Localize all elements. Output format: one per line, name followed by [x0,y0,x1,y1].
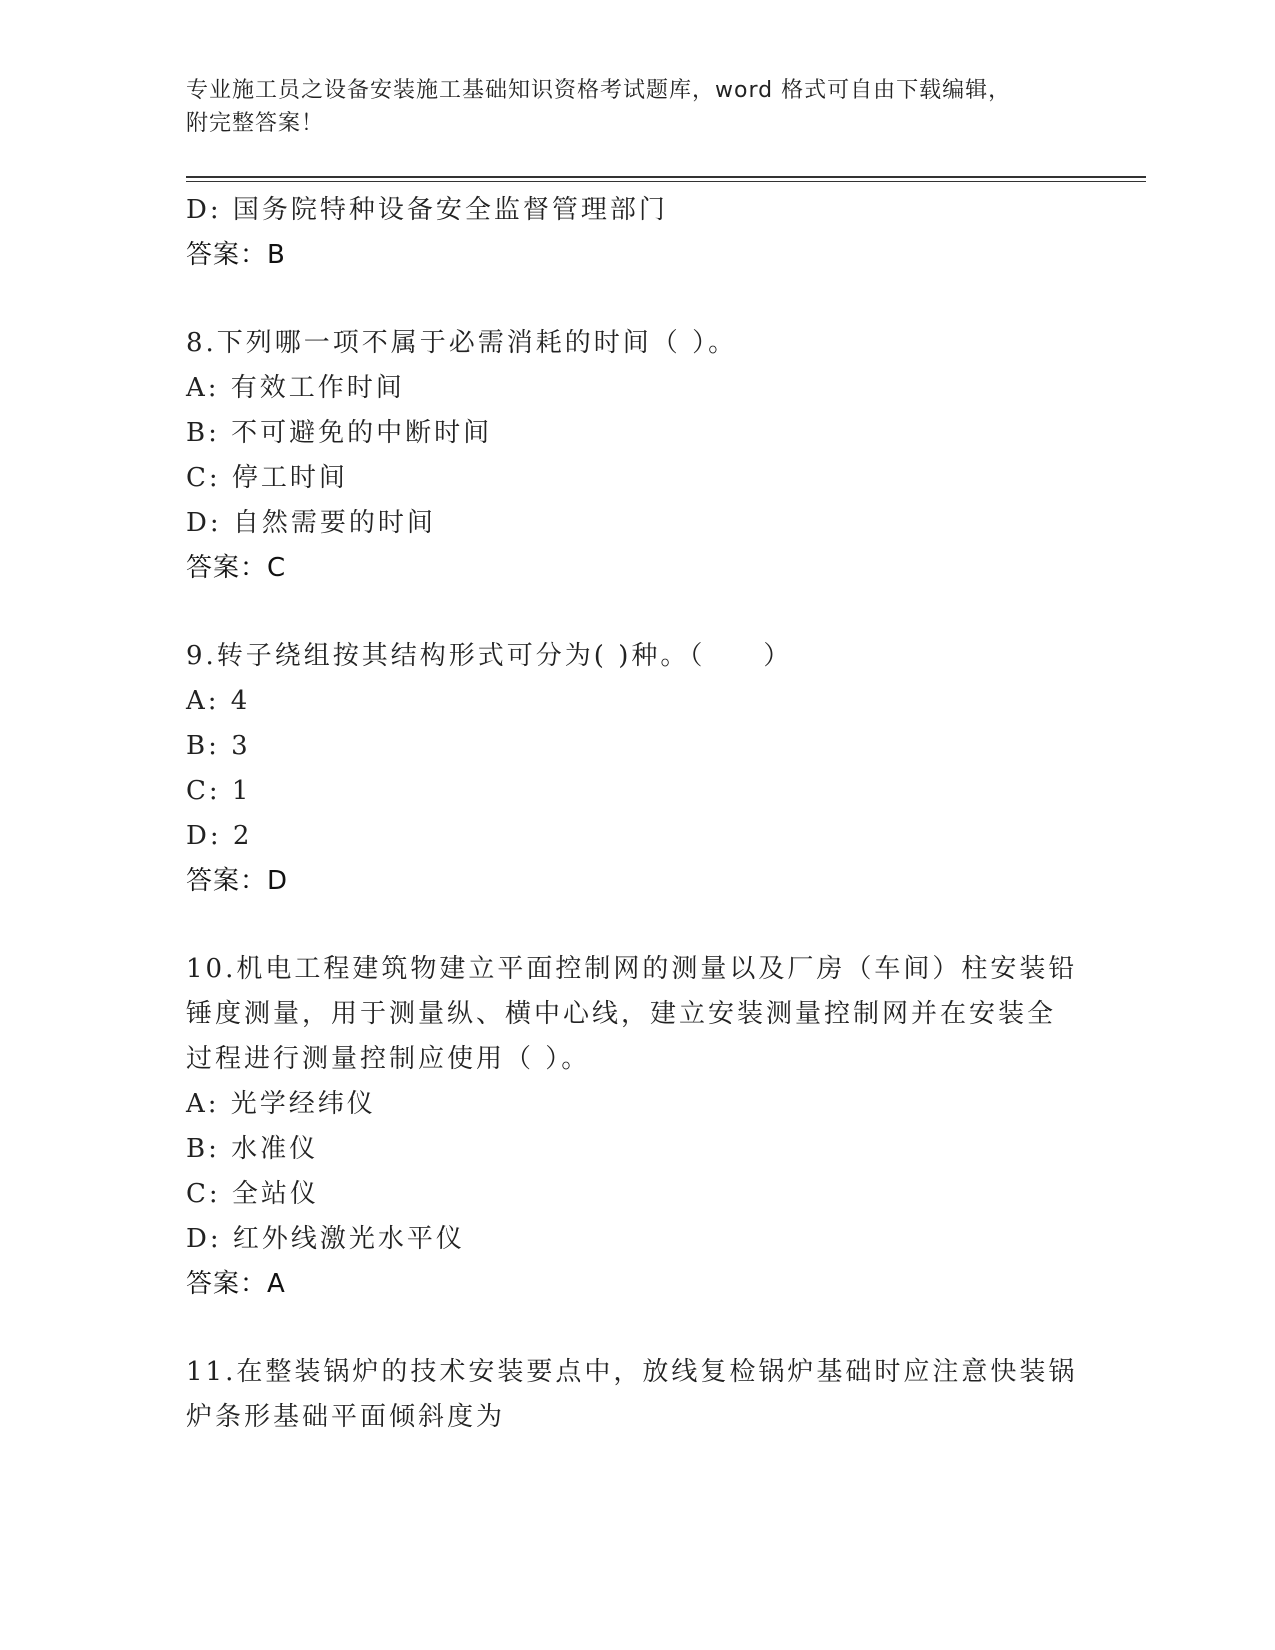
q8-option-d: D: 自然需要的时间 [186,508,436,538]
q11-question-line-1: 11.在整装锅炉的技术安装要点中，放线复检锅炉基础时应注意快装锅 [186,1357,1078,1387]
q8-question: 8.下列哪一项不属于必需消耗的时间（ ）。 [186,328,738,358]
q9-option-a: A: 4 [186,686,251,716]
prev-option-d: D: 国务院特种设备安全监督管理部门 [186,195,668,225]
q10-option-c: C: 全站仪 [186,1179,319,1209]
q11-question-line-2: 炉条形基础平面倾斜度为 [186,1402,506,1432]
q8-option-c: C: 停工时间 [186,463,348,493]
header-line-1: 专业施工员之设备安装施工基础知识资格考试题库，word 格式可自由下载编辑， [186,78,1012,103]
q10-question-line-2: 锤度测量，用于测量纵、横中心线，建立安装测量控制网并在安装全 [186,999,1057,1029]
q9-option-d: D: 2 [186,821,253,851]
q10-question-line-3: 过程进行测量控制应使用（ ）。 [186,1044,591,1074]
q10-option-d: D: 红外线激光水平仪 [186,1224,465,1254]
q9-option-b: B: 3 [186,731,251,761]
q8-option-a: A: 有效工作时间 [186,373,405,403]
q9-question: 9.转子绕组按其结构形式可分为( )种。（ ） [186,641,793,671]
q8-option-b: B: 不可避免的中断时间 [186,418,493,448]
q10-question-line-1: 10.机电工程建筑物建立平面控制网的测量以及厂房（车间）柱安装铅 [186,954,1078,984]
header-divider-thin [186,181,1146,182]
q10-answer: 答案：A [186,1269,286,1299]
question-list [186,188,1086,1440]
q9-answer: 答案：D [186,866,289,896]
q9-option-c: C: 1 [186,776,252,806]
prev-answer: 答案：B [186,240,286,270]
q10-option-b: B: 水准仪 [186,1134,319,1164]
header-line-2: 附完整答案！ [186,111,325,136]
q10-option-a: A: 光学经纬仪 [186,1089,376,1119]
header-divider-thick [186,176,1146,178]
q8-answer: 答案：C [186,553,287,583]
page-header [186,74,1086,140]
